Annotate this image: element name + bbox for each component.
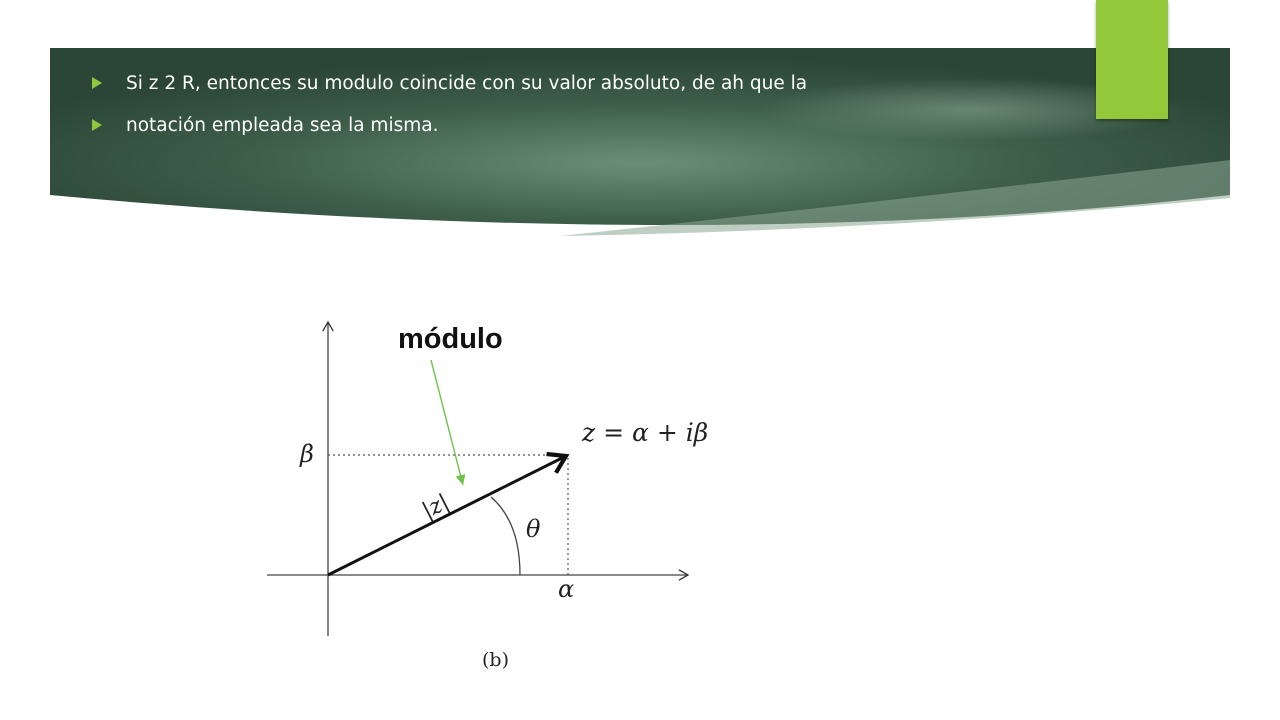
angle-label: θ [526, 515, 541, 543]
angle-arc [491, 497, 520, 575]
bullet-text: notación empleada sea la misma. [126, 114, 439, 136]
y-value-label: β [300, 440, 314, 468]
vector-label: |z| [418, 489, 454, 524]
bullet-text: Si z 2 R, entonces su modulo coincide con su valor absoluto, de ah que la [126, 72, 808, 94]
figure-caption: (b) [482, 649, 509, 671]
callout-arrow [431, 360, 463, 485]
x-value-label: α [558, 575, 575, 603]
point-label: z = α + iβ [582, 418, 709, 447]
modulo-callout-label: módulo [398, 323, 503, 355]
